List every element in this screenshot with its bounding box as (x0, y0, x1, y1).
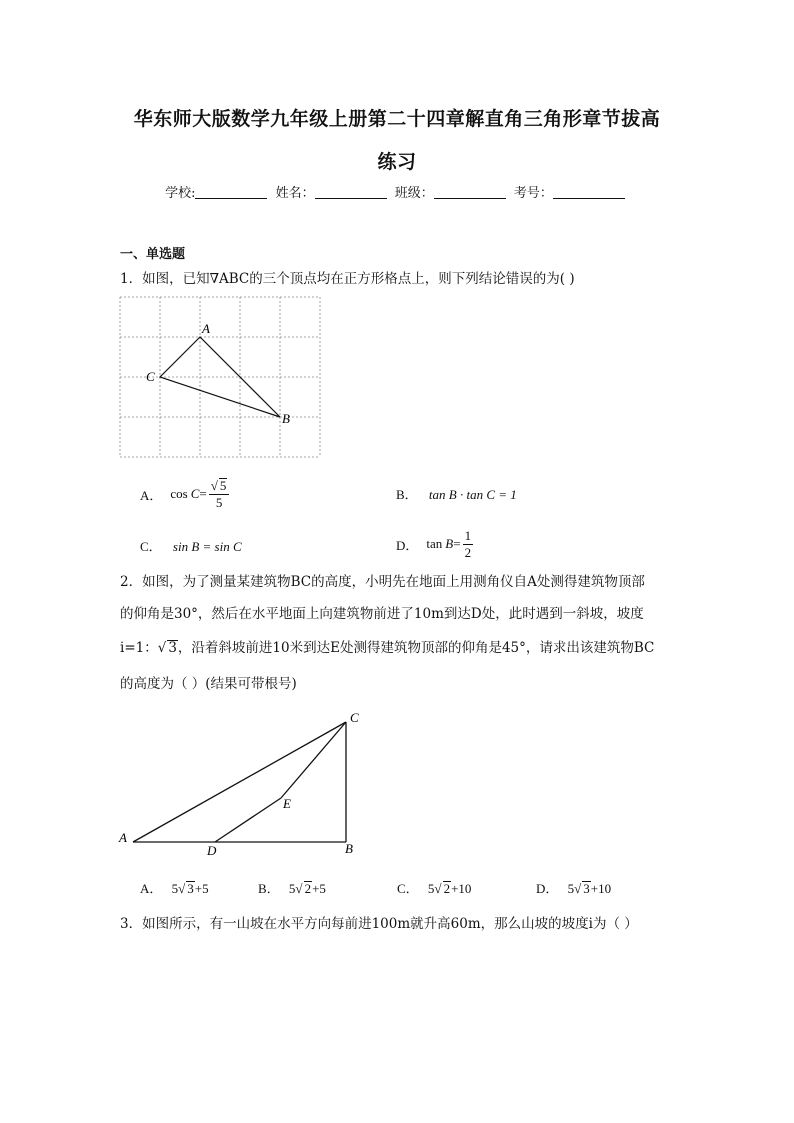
option-d-eq: = (453, 536, 461, 551)
option-coef: 5 (288, 881, 296, 896)
option-radicand: 3 (583, 881, 590, 896)
option-d-num: 1 (464, 527, 472, 543)
option-letter: C． (397, 881, 419, 896)
label-d: D (207, 843, 217, 858)
q2-option-c[interactable]: C． 5√ 2+10 (397, 881, 472, 896)
option-radicand: 2 (443, 881, 451, 896)
option-letter: C． (140, 539, 162, 554)
q1-option-d[interactable] (396, 524, 475, 564)
name-label: 姓名： (275, 186, 315, 201)
question-1-text: 1．如图，已知∇ABC的三个顶点均在正方形格点上，则下列结论错误的为( ) (120, 271, 575, 287)
option-tail: +10 (590, 881, 612, 896)
option-d-var: B (445, 536, 454, 551)
option-a-den: 5 (215, 494, 223, 510)
exam-number-label: 考号： (513, 186, 553, 201)
option-b-expr: tan B · tan C = 1 (428, 487, 517, 502)
label-a: A (202, 321, 210, 336)
option-letter: B． (396, 487, 418, 502)
option-d-func: tan (426, 536, 443, 551)
slope-ratio-prefix: i=1： (120, 640, 158, 656)
option-coef: 5 (567, 881, 575, 896)
sightline-ac (133, 722, 346, 842)
section-heading: 一、单选题 (120, 247, 186, 262)
label-b: B (345, 841, 353, 856)
option-radicand: 3 (187, 881, 194, 896)
question-3-text: 3．如图所示，有一山坡在水平方向每前进100m就升高60m，那么山坡的坡度i为（ ） (120, 916, 638, 932)
exam-number-blank[interactable] (553, 186, 625, 199)
class-label: 班级： (394, 186, 434, 201)
q1-option-b[interactable] (396, 484, 517, 503)
question-2-line4: 的高度为（ ）(结果可带根号) (120, 676, 297, 692)
option-coef: 5 (171, 881, 179, 896)
label-c: C (146, 369, 155, 384)
option-a-num: 5 (219, 477, 227, 493)
label-b: B (282, 411, 290, 426)
option-a-var: C (190, 486, 200, 501)
label-c: C (350, 710, 359, 725)
question-2-line1: 2．如图，为了测量某建筑物BC的高度，小明先在地面上用测角仪自A处测得建筑物顶部 (120, 574, 645, 590)
class-blank[interactable] (434, 186, 506, 199)
slope-ratio-radicand: 3 (168, 640, 177, 656)
q1-option-c[interactable] (140, 536, 242, 555)
option-coef: 5 (427, 881, 435, 896)
option-letter: B． (258, 881, 280, 896)
school-label: 学校: (165, 186, 196, 201)
option-a-fraction: $\frac{√ 5}{5}$ (209, 478, 230, 511)
q2-option-b[interactable]: B． 5√ 2+5 (258, 881, 326, 896)
option-tail: +10 (451, 881, 472, 896)
label-e: E (283, 796, 291, 811)
question-2-line3: i=1：√ 3，沿着斜坡前进10米到达E处测得建筑物顶部的仰角是45°，请求出该建筑物BC (120, 640, 655, 656)
q1-option-a[interactable] (140, 474, 231, 514)
sightline-ec (281, 722, 346, 798)
q2-building-figure (115, 705, 375, 865)
q2-option-a[interactable]: A． 5√ 3+5 (140, 881, 209, 896)
option-tail: +5 (312, 881, 326, 896)
option-letter: D． (396, 537, 419, 553)
option-letter: A． (140, 487, 163, 503)
option-d-den: 2 (464, 544, 472, 560)
question-2-line2: 的仰角是30°，然后在水平地面上向建筑物前进了10m到达D处，此时遇到一斜坡，坡度 (120, 606, 644, 622)
option-radicand: 2 (304, 881, 312, 896)
option-d-fraction (463, 528, 474, 561)
option-a-func: cos (170, 486, 188, 501)
q1-grid-figure (118, 295, 324, 459)
option-letter: A． (140, 881, 163, 896)
page-title-line2: 练习 (377, 151, 417, 173)
option-letter: D． (536, 881, 559, 896)
label-a: A (119, 830, 127, 845)
slope-de (215, 798, 281, 842)
student-info-line (0, 182, 794, 201)
q2-option-d[interactable]: D． 5√ 3+10 (536, 881, 612, 896)
option-c-expr: sin B = sin C (172, 539, 242, 554)
slope-ratio-rest: ，沿着斜坡前进10米到达E处测得建筑物顶部的仰角是45°，请求出该建筑物BC (177, 640, 655, 656)
page-title: 华东师大版数学九年级上册第二十四章解直角三角形章节拔高 (133, 108, 661, 130)
school-blank[interactable] (195, 186, 267, 199)
option-tail: +5 (194, 881, 209, 896)
name-blank[interactable] (315, 186, 387, 199)
option-a-eq: = (199, 486, 207, 501)
